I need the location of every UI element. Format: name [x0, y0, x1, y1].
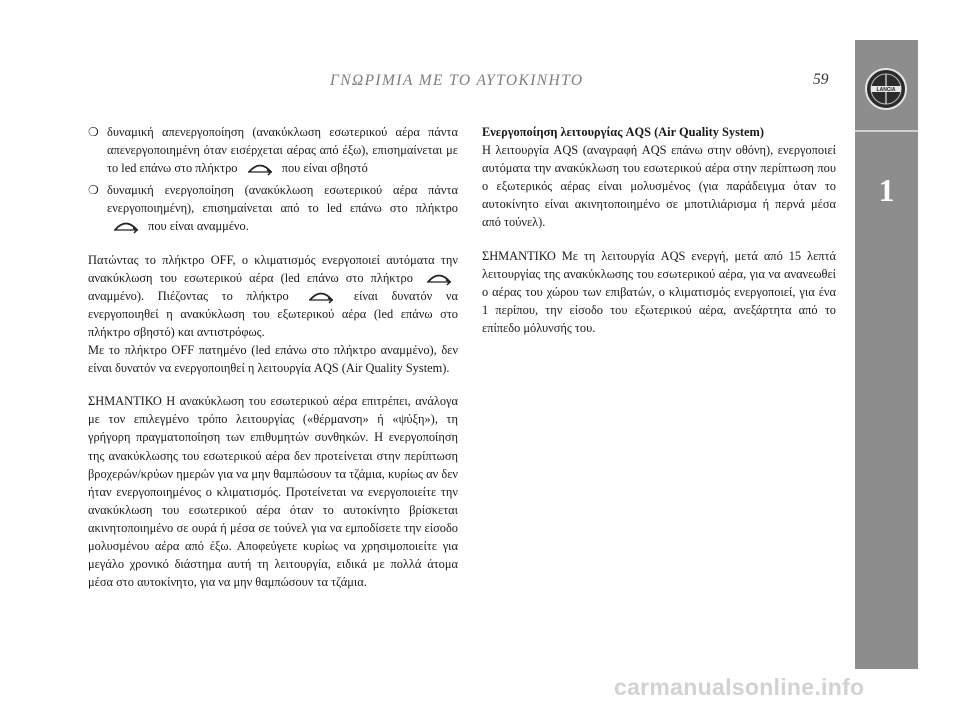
recirculation-icon — [112, 218, 140, 234]
paragraph: Με το πλήκτρο OFF πατημένο (led επάνω στο πλήκτρο αναμμένο), δεν είναι δυνατόν να ενεργοποιηθεί η λειτουργία AQS (Air Quality System). — [88, 343, 458, 376]
page-number: 59 — [813, 71, 829, 88]
right-column — [482, 123, 836, 337]
paragraph-important: ΣΗΜΑΝΤΙΚΟ Με τη λειτουργία AQS ενεργή, μετά από 15 λεπτά λειτουργίας της ανακύκλωσης του εσωτερικού αέρα, για να ανανεωθεί ο αέρας του χώρου των επιβατών, ο κλιματισμός ενεργοποιεί, για ένα 1 περίπου, την είσοδο του εξωτερικού αέρα, ανεξάρτητα από το επίπεδο μόλυνσής του. — [482, 248, 836, 335]
sidebar-divider — [855, 130, 918, 132]
bullet2-text-a: δυναμική ενεργοποίηση (ανακύκλωση εσωτερικού αέρα πάντα ενεργοποιημένη), επισημαίνεται από το led επάνω στο πλήκτρο — [107, 183, 458, 216]
bullet-marker: ❍ — [88, 125, 99, 139]
bullet-marker: ❍ — [88, 183, 99, 198]
paragraph — [88, 251, 458, 341]
lancia-shield-icon — [864, 67, 908, 111]
paragraph-important: ΣΗΜΑΝΤΙΚΟ Η ανακύκλωση του εσωτερικού αέρα επιτρέπει, ανάλογα με τον επιλεγμένο τρόπο λειτουργίας («θέρμανση» ή «ψύξη»), τη γρήγορη πραγματοποίηση των επιθυμητών συνθηκών. Η ενεργοποίηση της ανακύκλωσης του εσωτερικού αέρα δεν προτείνεται στην περίπτωση βροχερών/κρύων ημερών για να μην θαμπώσουν τα τζάμια, κυρίως αν δεν ήταν ενεργοποιημένος ο κλιματισμός. Προτείνεται να ενεργοποιείτε την ανακύκλωση του εσωτερικού αέρα όταν το αυτοκίνητο βρίσκεται ακινητοποιημένο σε ουρά ή μέσα σε τούνελ για να εμποδίσετε την είσοδο μολυσμένου αέρα από έξω. Αποφεύγετε κυρίως να χρησιμοποιείτε για μεγάλο χρονικό διάστημα αυτή τη λειτουργία, ειδικά με πολλά άτομα μέσα στο αυτοκίνητο, για να μην θαμπώσουν τα τζάμια. — [88, 394, 458, 590]
left-column — [88, 123, 458, 591]
chapter-sidebar — [855, 40, 918, 669]
para1-text-c: είναι δυνατόν να ενεργοποιηθεί η ανακύκλωση του εξωτερικού αέρα (led επάνω στο πλήκτρο σβηστό) και αντιστρόφως. — [88, 288, 458, 339]
bullet1-text-b: που είναι σβηστό — [281, 161, 368, 176]
bullet2-text-b: που είναι αναμμένο. — [148, 219, 249, 234]
running-header-title: ΓΝΩΡΙΜΙΑ ΜΕ ΤΟ ΑΥΤΟΚΙΝΗΤΟ — [330, 72, 584, 89]
bullet-item — [88, 123, 458, 177]
bullet1-text-a: δυναμική απενεργοποίηση (ανακύκλωση εσωτερικού αέρα πάντα απενεργοποιημένη όταν εισέρχεται αέρας από έξω), επισημαίνεται με το led επάνω στο πλήκτρο — [107, 125, 458, 176]
recirculation-icon — [307, 288, 335, 304]
recirculation-icon — [425, 270, 453, 286]
recirculation-icon — [246, 160, 274, 176]
chapter-number: 1 — [878, 172, 895, 208]
logo-text: LANCIA — [876, 86, 896, 93]
para1-text-b: αναμμένο). Πιέζοντας το πλήκτρο — [88, 288, 289, 303]
para1-text-a: Πατώντας το πλήκτρο OFF, ο κλιματισμός ενεργοποιεί αυτόματα την ανακύκλωση του εσωτερικού αέρα (led επάνω στο πλήκτρο — [88, 252, 458, 285]
paragraph: Η λειτουργία AQS (αναγραφή AQS επάνω στην οθόνη), ενεργοποιεί αυτόματα την ανακύκλωση του εσωτερικού αέρα στην περίπτωση που ο εξωτερικός αέρας είναι μολυσμένος (για παράδειγμα όταν το αυτοκίνητο είναι ακινητοποιημένο σε μποτιλιάρισμα ή περνά μέσα από τούνελ). — [482, 143, 836, 230]
watermark: carmanualsonline.info — [614, 674, 865, 700]
section-heading: Ενεργοποίηση λειτουργίας AQS (Air Quality System) — [482, 125, 764, 139]
bullet-item — [88, 181, 458, 235]
